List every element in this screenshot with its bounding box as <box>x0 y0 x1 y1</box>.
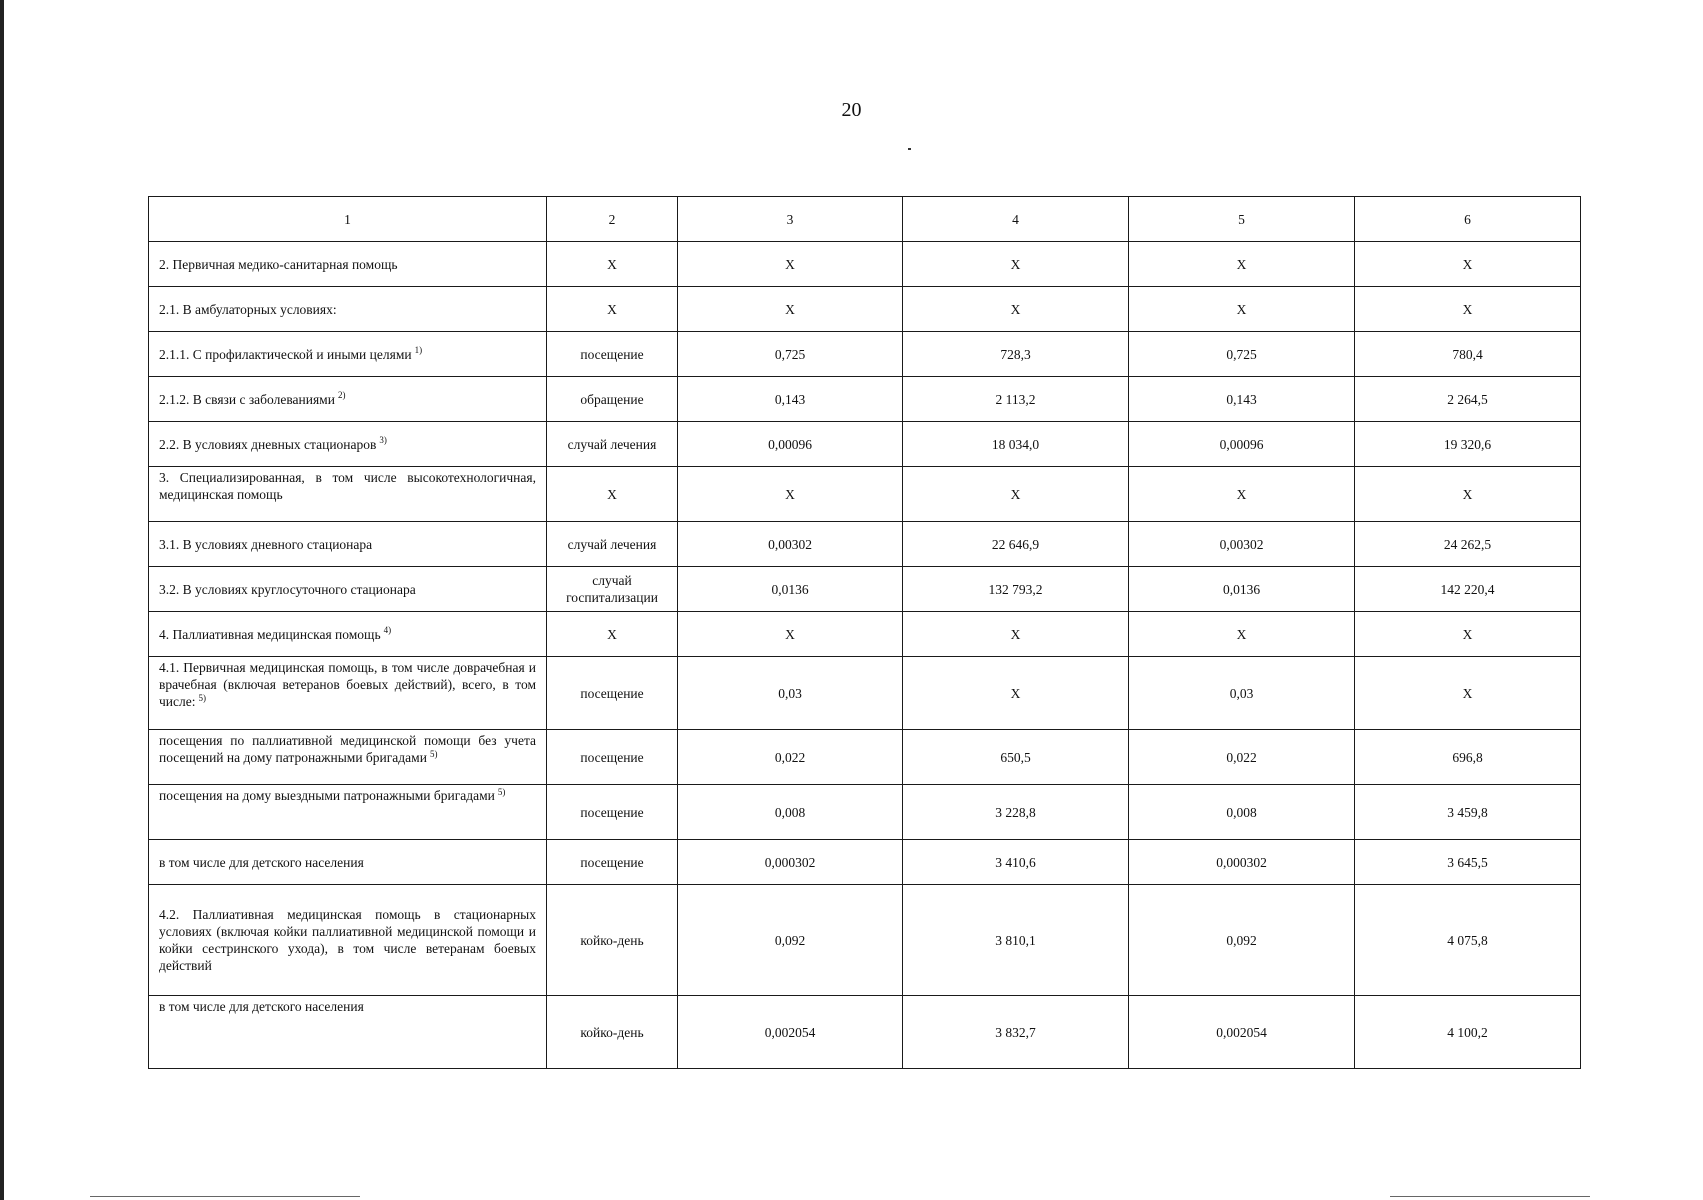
value-cell: Х <box>1129 612 1355 657</box>
unit-cell: Х <box>547 242 678 287</box>
row-label: посещения на дому выездными патронажными бригадами $^{5)}$ <box>149 785 547 840</box>
norms-table <box>148 196 1581 1069</box>
table-row <box>149 422 1581 467</box>
page-number: 20 <box>841 99 862 121</box>
header-cell: 4 <box>903 197 1129 242</box>
value-cell: 0,008 <box>678 785 903 840</box>
value-cell: 728,3 <box>903 332 1129 377</box>
value-cell: Х <box>1355 612 1581 657</box>
unit-cell: случай лечения <box>547 422 678 467</box>
value-cell: 3 459,8 <box>1355 785 1581 840</box>
table-row <box>149 730 1581 785</box>
value-cell: Х <box>1129 242 1355 287</box>
footnote-mark: 2) <box>337 390 346 400</box>
table-row <box>149 996 1581 1069</box>
unit-cell: койко-день <box>547 885 678 996</box>
table-header-row <box>149 197 1581 242</box>
table-row <box>149 287 1581 332</box>
value-cell: 0,00096 <box>678 422 903 467</box>
value-cell: 24 262,5 <box>1355 522 1581 567</box>
unit-cell: посещение <box>547 730 678 785</box>
unit-cell: посещение <box>547 785 678 840</box>
value-cell: Х <box>903 612 1129 657</box>
row-label: 2.1.2. В связи с заболеваниями $^{2)}$ <box>149 377 547 422</box>
value-cell: 0,03 <box>678 657 903 730</box>
value-cell: 18 034,0 <box>903 422 1129 467</box>
scan-speck <box>908 148 911 150</box>
row-label: 4.2. Паллиативная медицинская помощь в стационарных условиях (включая койки паллиативной медицинской помощи и койки сестринского ухода), в том числе ветеранам боевых действий <box>149 885 547 996</box>
row-label: в том числе для детского населения <box>149 840 547 885</box>
header-cell: 3 <box>678 197 903 242</box>
value-cell: 0,000302 <box>678 840 903 885</box>
value-cell: 3 410,6 <box>903 840 1129 885</box>
table-row <box>149 377 1581 422</box>
value-cell: 0,00096 <box>1129 422 1355 467</box>
row-label: в том числе для детского населения <box>149 996 547 1069</box>
unit-cell: Х <box>547 287 678 332</box>
value-cell: 0,00302 <box>1129 522 1355 567</box>
value-cell: 2 113,2 <box>903 377 1129 422</box>
scan-left-edge <box>0 0 4 1200</box>
value-cell: Х <box>678 612 903 657</box>
value-cell: 0,092 <box>678 885 903 996</box>
scan-bottom-line <box>1390 1196 1590 1197</box>
table-row <box>149 885 1581 996</box>
value-cell: Х <box>1129 287 1355 332</box>
footnote-mark: 5) <box>198 692 206 703</box>
value-cell: 0,000302 <box>1129 840 1355 885</box>
footnote-mark: 5) <box>429 748 438 759</box>
unit-cell: обращение <box>547 377 678 422</box>
value-cell: 132 793,2 <box>903 567 1129 612</box>
value-cell: Х <box>1355 242 1581 287</box>
header-cell: 5 <box>1129 197 1355 242</box>
row-label: посещения по паллиативной медицинской помощи без учета посещений на дому патронажными бригадами $^{5)}$ <box>149 730 547 785</box>
value-cell: 650,5 <box>903 730 1129 785</box>
footnote-mark: 5) <box>497 786 506 797</box>
value-cell: Х <box>903 287 1129 332</box>
value-cell: 0,008 <box>1129 785 1355 840</box>
unit-cell: посещение <box>547 840 678 885</box>
value-cell: Х <box>903 467 1129 522</box>
value-cell: 3 228,8 <box>903 785 1129 840</box>
value-cell: 3 810,1 <box>903 885 1129 996</box>
value-cell: 2 264,5 <box>1355 377 1581 422</box>
header-cell: 2 <box>547 197 678 242</box>
value-cell: 3 645,5 <box>1355 840 1581 885</box>
value-cell: Х <box>903 657 1129 730</box>
table-row <box>149 467 1581 522</box>
header-cell: 6 <box>1355 197 1581 242</box>
value-cell: Х <box>1355 287 1581 332</box>
table-row <box>149 840 1581 885</box>
value-cell: 780,4 <box>1355 332 1581 377</box>
value-cell: 22 646,9 <box>903 522 1129 567</box>
row-label: 3.1. В условиях дневного стационара <box>149 522 547 567</box>
value-cell: 0,022 <box>678 730 903 785</box>
unit-cell: Х <box>547 612 678 657</box>
table-row <box>149 567 1581 612</box>
value-cell: 0,002054 <box>678 996 903 1069</box>
header-cell: 1 <box>149 197 547 242</box>
unit-cell: случай госпитализации <box>547 567 678 612</box>
table-row <box>149 785 1581 840</box>
unit-cell: посещение <box>547 657 678 730</box>
table-row <box>149 332 1581 377</box>
value-cell: 19 320,6 <box>1355 422 1581 467</box>
value-cell: 0,725 <box>678 332 903 377</box>
value-cell: 0,143 <box>678 377 903 422</box>
value-cell: Х <box>678 242 903 287</box>
value-cell: 0,725 <box>1129 332 1355 377</box>
table-row <box>149 657 1581 730</box>
value-cell: 0,0136 <box>678 567 903 612</box>
row-label: 2. Первичная медико-санитарная помощь <box>149 242 547 287</box>
value-cell: Х <box>1129 467 1355 522</box>
footnote-mark: 1) <box>414 345 423 355</box>
value-cell: Х <box>678 287 903 332</box>
row-label: 2.2. В условиях дневных стационаров $^{3)}$ <box>149 422 547 467</box>
value-cell: 0,03 <box>1129 657 1355 730</box>
value-cell: 696,8 <box>1355 730 1581 785</box>
unit-cell: посещение <box>547 332 678 377</box>
row-label: 2.1. В амбулаторных условиях: <box>149 287 547 332</box>
unit-cell: случай лечения <box>547 522 678 567</box>
unit-cell: Х <box>547 467 678 522</box>
table-row <box>149 612 1581 657</box>
value-cell: Х <box>1355 467 1581 522</box>
row-label: 3. Специализированная, в том числе высокотехнологичная, медицинская помощь <box>149 467 547 522</box>
value-cell: 0,0136 <box>1129 567 1355 612</box>
unit-cell: койко-день <box>547 996 678 1069</box>
value-cell: 0,002054 <box>1129 996 1355 1069</box>
value-cell: 142 220,4 <box>1355 567 1581 612</box>
value-cell: Х <box>903 242 1129 287</box>
value-cell: Х <box>678 467 903 522</box>
value-cell: 0,092 <box>1129 885 1355 996</box>
table-row <box>149 522 1581 567</box>
value-cell: 0,022 <box>1129 730 1355 785</box>
value-cell: 3 832,7 <box>903 996 1129 1069</box>
row-label: 4. Паллиативная медицинская помощь $^{4)}$ <box>149 612 547 657</box>
scan-bottom-line <box>90 1196 360 1197</box>
table-row <box>149 242 1581 287</box>
row-label: 4.1. Первичная медицинская помощь, в том числе доврачебная и врачебная (включая ветеранов боевых действий), всего, в том числе: $^{5)}$ <box>149 657 547 730</box>
row-label: 3.2. В условиях круглосуточного стационара <box>149 567 547 612</box>
row-label: 2.1.1. С профилактической и иными целями $^{1)}$ <box>149 332 547 377</box>
value-cell: 4 075,8 <box>1355 885 1581 996</box>
footnote-mark: 4) <box>383 625 392 635</box>
value-cell: Х <box>1355 657 1581 730</box>
value-cell: 0,143 <box>1129 377 1355 422</box>
value-cell: 4 100,2 <box>1355 996 1581 1069</box>
value-cell: 0,00302 <box>678 522 903 567</box>
footnote-mark: 3) <box>379 435 387 445</box>
